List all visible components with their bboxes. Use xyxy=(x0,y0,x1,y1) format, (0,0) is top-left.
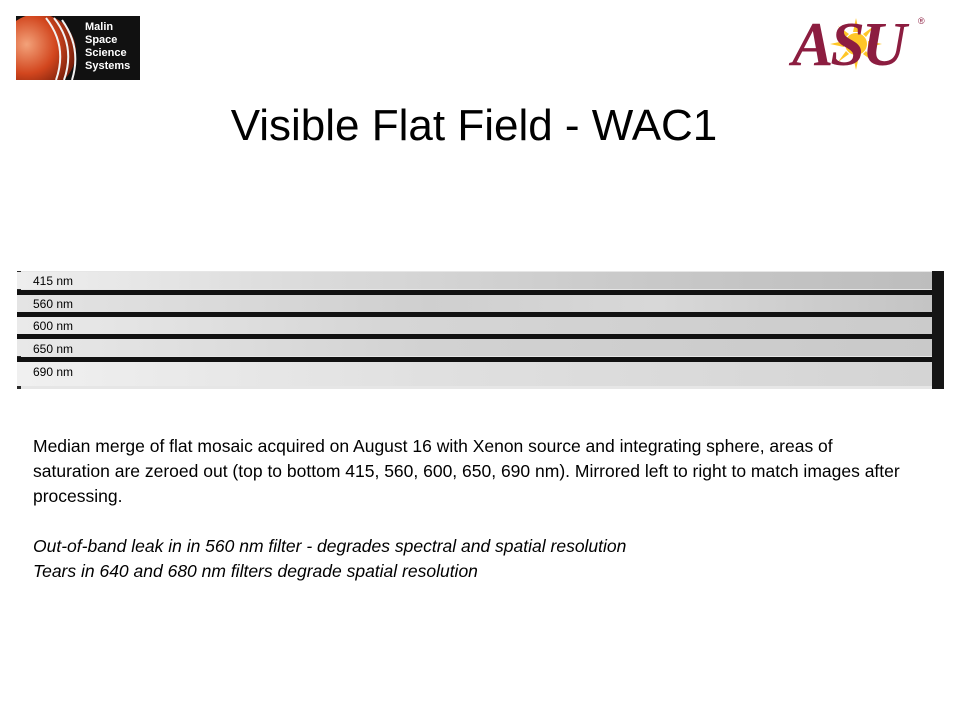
strip-650 xyxy=(17,339,932,356)
description-paragraph: Median merge of flat mosaic acquired on August 16 with Xenon source and integrating sphere, areas of saturation are zeroed out (top to bottom 415, 560, 600, 650, 690 nm). Mirrored left to right to match images after processing. xyxy=(33,436,900,506)
strip-label: 600 nm xyxy=(33,319,74,333)
strip-560 xyxy=(17,295,932,312)
strip-label: 690 nm xyxy=(33,365,74,379)
strip-415 xyxy=(17,272,932,289)
slide-title: Visible Flat Field - WAC1 xyxy=(230,101,718,150)
registered-mark: ® xyxy=(918,16,925,26)
malin-space-science-systems-logo xyxy=(16,16,140,80)
description-text xyxy=(33,434,913,584)
note-line: Tears in 640 and 680 nm filters degrade spatial resolution xyxy=(33,561,478,581)
msss-wordmark xyxy=(85,21,130,73)
msss-line: Systems xyxy=(85,60,131,72)
msss-line: Science xyxy=(85,47,127,59)
msss-line: Malin xyxy=(85,21,114,33)
flat-field-image xyxy=(17,271,944,389)
strip-label: 415 nm xyxy=(33,274,74,288)
strip-600 xyxy=(17,317,932,334)
note-line: Out-of-band leak in in 560 nm filter - degrades spectral and spatial resolution xyxy=(33,536,627,556)
asu-wordmark: ASU xyxy=(792,11,904,79)
asu-logo xyxy=(790,11,930,79)
strip-690 xyxy=(17,362,932,386)
msss-line: Space xyxy=(85,34,118,46)
strip-label: 650 nm xyxy=(33,342,74,356)
strip-label: 560 nm xyxy=(33,297,74,311)
image-right-edge xyxy=(932,271,944,389)
